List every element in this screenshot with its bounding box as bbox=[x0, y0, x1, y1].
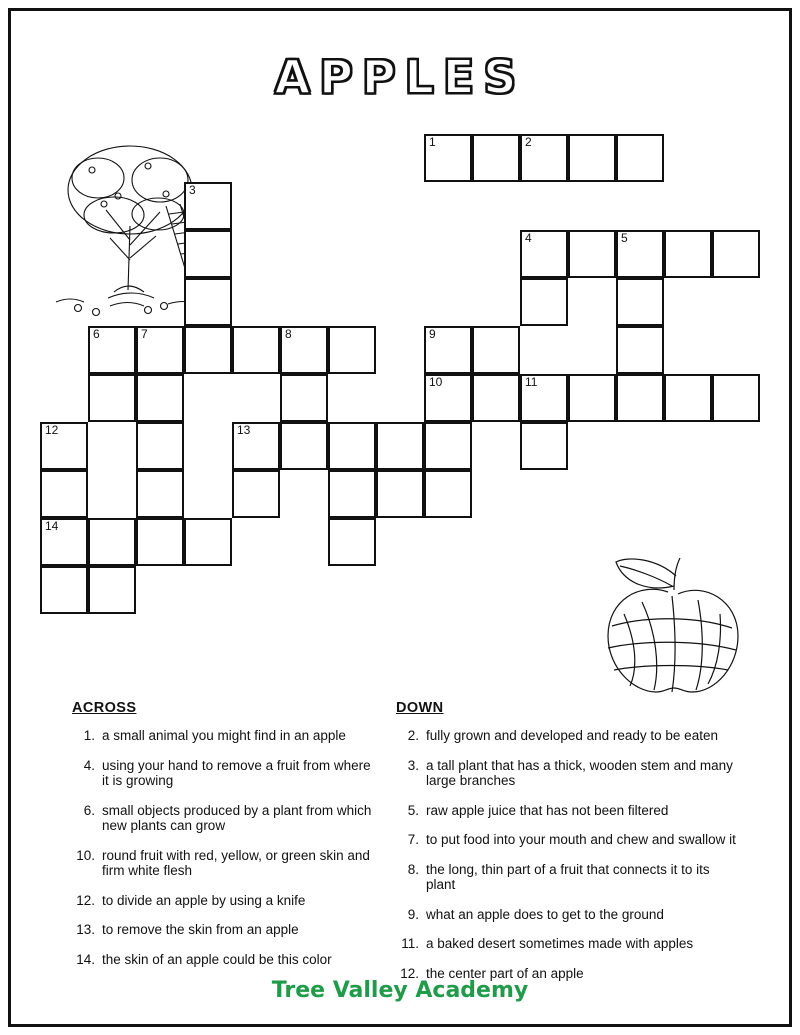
crossword-cell[interactable] bbox=[136, 422, 184, 470]
crossword-cell[interactable] bbox=[664, 374, 712, 422]
crossword-cell[interactable] bbox=[712, 230, 760, 278]
crossword-cell[interactable] bbox=[232, 422, 280, 470]
crossword-cell[interactable] bbox=[136, 326, 184, 374]
crossword-cell[interactable] bbox=[520, 278, 568, 326]
across-clue-item bbox=[72, 728, 372, 744]
down-clue-text: raw apple juice that has not been filtered bbox=[426, 802, 669, 818]
down-clue-number: 3. bbox=[407, 757, 419, 773]
crossword-cell[interactable] bbox=[616, 134, 664, 182]
crossword-cell[interactable] bbox=[616, 230, 664, 278]
across-clue-number: 12. bbox=[76, 892, 95, 908]
crossword-cell[interactable] bbox=[472, 134, 520, 182]
crossword-cell-number: 13 bbox=[237, 423, 251, 437]
crossword-cell[interactable] bbox=[616, 374, 664, 422]
crossword-cell-number: 7 bbox=[141, 327, 148, 341]
crossword-cell[interactable] bbox=[328, 326, 376, 374]
crossword-cell[interactable] bbox=[232, 470, 280, 518]
crossword-cell-number: 2 bbox=[525, 135, 532, 149]
across-clue-number: 13. bbox=[76, 922, 95, 937]
crossword-cell[interactable] bbox=[520, 374, 568, 422]
crossword-cell[interactable] bbox=[136, 374, 184, 422]
down-clue-item bbox=[396, 758, 736, 789]
down-clue-number: 8. bbox=[407, 861, 419, 877]
across-clue-number: 4. bbox=[83, 757, 95, 773]
crossword-cell[interactable] bbox=[40, 566, 88, 614]
crossword-cell[interactable] bbox=[616, 278, 664, 326]
down-clue-item bbox=[396, 803, 736, 819]
across-clue-item bbox=[72, 803, 372, 834]
crossword-cell[interactable] bbox=[664, 230, 712, 278]
across-clue-text: the skin of an apple could be this color bbox=[102, 951, 332, 967]
crossword-cell-number: 4 bbox=[525, 231, 532, 245]
across-clue-list bbox=[72, 728, 372, 967]
across-clue-number: 1. bbox=[83, 728, 95, 743]
down-clue-number: 11. bbox=[401, 936, 419, 951]
crossword-cell[interactable] bbox=[184, 518, 232, 566]
crossword-cell[interactable] bbox=[520, 134, 568, 182]
crossword-cell[interactable] bbox=[712, 374, 760, 422]
crossword-cell[interactable] bbox=[424, 134, 472, 182]
down-clue-list bbox=[396, 728, 736, 981]
crossword-cell[interactable] bbox=[568, 134, 616, 182]
down-clue-item bbox=[396, 936, 736, 952]
across-heading: ACROSS bbox=[72, 700, 137, 716]
across-clue-item bbox=[72, 893, 372, 909]
across-clue-item bbox=[72, 848, 372, 879]
crossword-cell-number: 1 bbox=[429, 135, 436, 149]
down-clue-item bbox=[396, 862, 736, 893]
crossword-cell[interactable] bbox=[40, 470, 88, 518]
crossword-cell[interactable] bbox=[472, 326, 520, 374]
across-clue-text: to remove the skin from an apple bbox=[102, 922, 299, 937]
footer-branding: Tree Valley Academy bbox=[271, 978, 529, 1003]
crossword-cell-number: 14 bbox=[45, 519, 59, 533]
crossword-cell[interactable] bbox=[88, 518, 136, 566]
crossword-cell[interactable] bbox=[280, 422, 328, 470]
down-clue-item bbox=[396, 907, 736, 923]
across-clue-text: using your hand to remove a fruit from where it is growing bbox=[102, 757, 371, 788]
down-clues-section bbox=[396, 700, 736, 995]
across-clue-number: 10. bbox=[76, 847, 95, 863]
down-clue-item bbox=[396, 728, 736, 744]
down-clue-text: a baked desert sometimes made with apples bbox=[426, 936, 694, 951]
crossword-cell[interactable] bbox=[40, 422, 88, 470]
crossword-cell[interactable] bbox=[184, 278, 232, 326]
crossword-cell-number: 6 bbox=[93, 327, 100, 341]
down-clue-number: 2. bbox=[407, 728, 419, 743]
down-clue-text: the center part of an apple bbox=[426, 965, 584, 981]
down-clue-text: fully grown and developed and ready to be eaten bbox=[426, 728, 718, 743]
crossword-cell[interactable] bbox=[136, 470, 184, 518]
crossword-cell[interactable] bbox=[280, 374, 328, 422]
crossword-cell[interactable] bbox=[520, 230, 568, 278]
crossword-cell-number: 8 bbox=[285, 327, 292, 341]
down-clue-text: to put food into your mouth and chew and swallow it bbox=[426, 832, 736, 847]
across-clues-section bbox=[72, 700, 372, 981]
crossword-cell-number: 11 bbox=[525, 375, 538, 389]
across-clue-text: small objects produced by a plant from which new plants can grow bbox=[102, 802, 372, 833]
down-clue-text: a tall plant that has a thick, wooden stem and many large branches bbox=[426, 757, 733, 788]
across-clue-text: to divide an apple by using a knife bbox=[102, 892, 306, 908]
crossword-cell[interactable] bbox=[184, 326, 232, 374]
crossword-cell[interactable] bbox=[424, 422, 472, 470]
crossword-cell[interactable] bbox=[88, 326, 136, 374]
crossword-cell[interactable] bbox=[376, 422, 424, 470]
crossword-cell[interactable] bbox=[184, 182, 232, 230]
crossword-cell[interactable] bbox=[88, 374, 136, 422]
crossword-cell[interactable] bbox=[184, 230, 232, 278]
crossword-cell-number: 10 bbox=[429, 375, 443, 389]
crossword-cell-number: 9 bbox=[429, 327, 436, 341]
crossword-cell[interactable] bbox=[232, 326, 280, 374]
crossword-cell-number: 5 bbox=[621, 231, 628, 245]
crossword-cell[interactable] bbox=[328, 422, 376, 470]
down-clue-number: 7. bbox=[407, 832, 419, 847]
down-heading: DOWN bbox=[396, 700, 444, 716]
crossword-cell[interactable] bbox=[568, 230, 616, 278]
crossword-cell[interactable] bbox=[424, 326, 472, 374]
down-clue-number: 12. bbox=[400, 965, 419, 981]
down-clue-text: the long, thin part of a fruit that connects it to its plant bbox=[426, 861, 710, 892]
crossword-cell[interactable] bbox=[472, 374, 520, 422]
down-clue-item bbox=[396, 832, 736, 848]
crossword-cell[interactable] bbox=[616, 326, 664, 374]
crossword-cell[interactable] bbox=[88, 566, 136, 614]
crossword-cell-number: 3 bbox=[189, 183, 196, 197]
crossword-cell[interactable] bbox=[40, 518, 88, 566]
down-clue-number: 5. bbox=[407, 802, 419, 818]
crossword-cell[interactable] bbox=[424, 470, 472, 518]
crossword-cell-number: 12 bbox=[45, 423, 59, 437]
across-clue-text: a small animal you might find in an apple bbox=[102, 728, 346, 743]
page-title: APPLES bbox=[274, 50, 526, 104]
crossword-cell[interactable] bbox=[376, 470, 424, 518]
across-clue-number: 6. bbox=[83, 802, 95, 818]
across-clue-text: round fruit with red, yellow, or green skin and firm white flesh bbox=[102, 847, 370, 878]
across-clue-number: 14. bbox=[76, 951, 95, 967]
crossword-cell[interactable] bbox=[328, 470, 376, 518]
crossword-cell[interactable] bbox=[520, 422, 568, 470]
across-clue-item bbox=[72, 922, 372, 938]
crossword-cell[interactable] bbox=[424, 374, 472, 422]
across-clue-item bbox=[72, 758, 372, 789]
crossword-cell[interactable] bbox=[328, 518, 376, 566]
down-clue-text: what an apple does to get to the ground bbox=[426, 906, 664, 922]
crossword-cell[interactable] bbox=[280, 326, 328, 374]
down-clue-number: 9. bbox=[407, 906, 419, 922]
across-clue-item bbox=[72, 952, 372, 968]
crossword-cell[interactable] bbox=[568, 374, 616, 422]
crossword-cell[interactable] bbox=[136, 518, 184, 566]
